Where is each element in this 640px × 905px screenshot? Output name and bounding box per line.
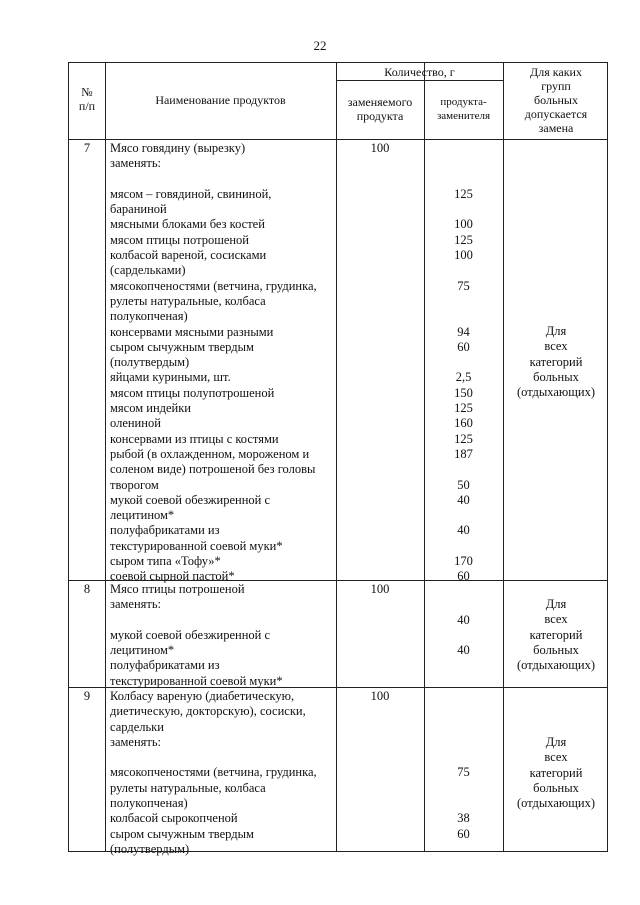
replaced-amount: 100	[370, 141, 390, 155]
header-quantity: Количество, г	[384, 65, 455, 79]
row-8-groups: Для всех категорий больных (отдыхающих)	[516, 597, 595, 673]
col-divider	[336, 63, 337, 851]
row-9-groups: Для всех категорий больных (отдыхающих)	[516, 735, 595, 811]
row-7-groups: Для всех категорий больных (отдыхающих)	[516, 324, 595, 400]
substitution-table	[68, 62, 608, 856]
row-7-products: Мясо говядину (вырезку) заменять: мясом – говядиной, свининой, бараниной мясными блоками без костей мясом птицы потрошеной колбасой вареной, сосисками (сардельками) мясокопченостями (ветчина, грудинка, рулеты натуральные, колбаса полукопченая) консервами мясными разными сыром сычужным твердым (полутвердым) яйцами куриными, шт. мясом птицы полупотрошеной мясом индейки олениной консервами из птицы с костями рыбой (в охлажденном, мороженом и соленом виде) потрошеной без головы творогом мукой соевой обезжиренной с лецитином* полуфабрикатами из текстурированной соевой муки* сыром типа «Тофу»* соевой сырной пастой*	[110, 141, 317, 584]
header-product-name: Наименование продуктов	[155, 93, 286, 107]
header-number: № п/п	[78, 85, 96, 113]
row-number: 9	[83, 689, 91, 703]
row-7-substitute-values: 125 100 125 100 75 94 60 2,5 150 125 160 125 187 50 40 40 170 60	[454, 186, 473, 584]
header-replaced-product: заменяемого продукта	[347, 95, 413, 123]
header-bottom-line	[69, 139, 607, 140]
row-9-substitute-values: 75 38 60	[457, 765, 470, 841]
header-subdivider	[336, 80, 503, 81]
header-patient-groups: Для каких групп больных допускается замена	[524, 65, 588, 135]
replaced-amount: 100	[370, 582, 390, 596]
col-divider	[503, 63, 504, 851]
row-number: 8	[83, 582, 91, 596]
header-substitute-product: продукта- заменителя	[436, 96, 491, 122]
col-divider	[105, 63, 106, 851]
page-number: 22	[313, 38, 327, 53]
row-8-products: Мясо птицы потрошеной заменять: мукой соевой обезжиренной с лецитином* полуфабрикатами из текстурированной соевой муки*	[110, 582, 283, 688]
row-number: 7	[83, 141, 91, 155]
replaced-amount: 100	[370, 689, 390, 703]
row-8-substitute-values: 40 40	[457, 612, 470, 658]
row-9-products: Колбасу вареную (диабетическую, диетическую, докторскую), сосиски, сардельки заменять: мясокопченостями (ветчина, грудинка, рулеты натуральные, колбаса полукопченая) колбасой сырокопченой сыром сычужным твердым (полутвердым)	[110, 689, 317, 856]
